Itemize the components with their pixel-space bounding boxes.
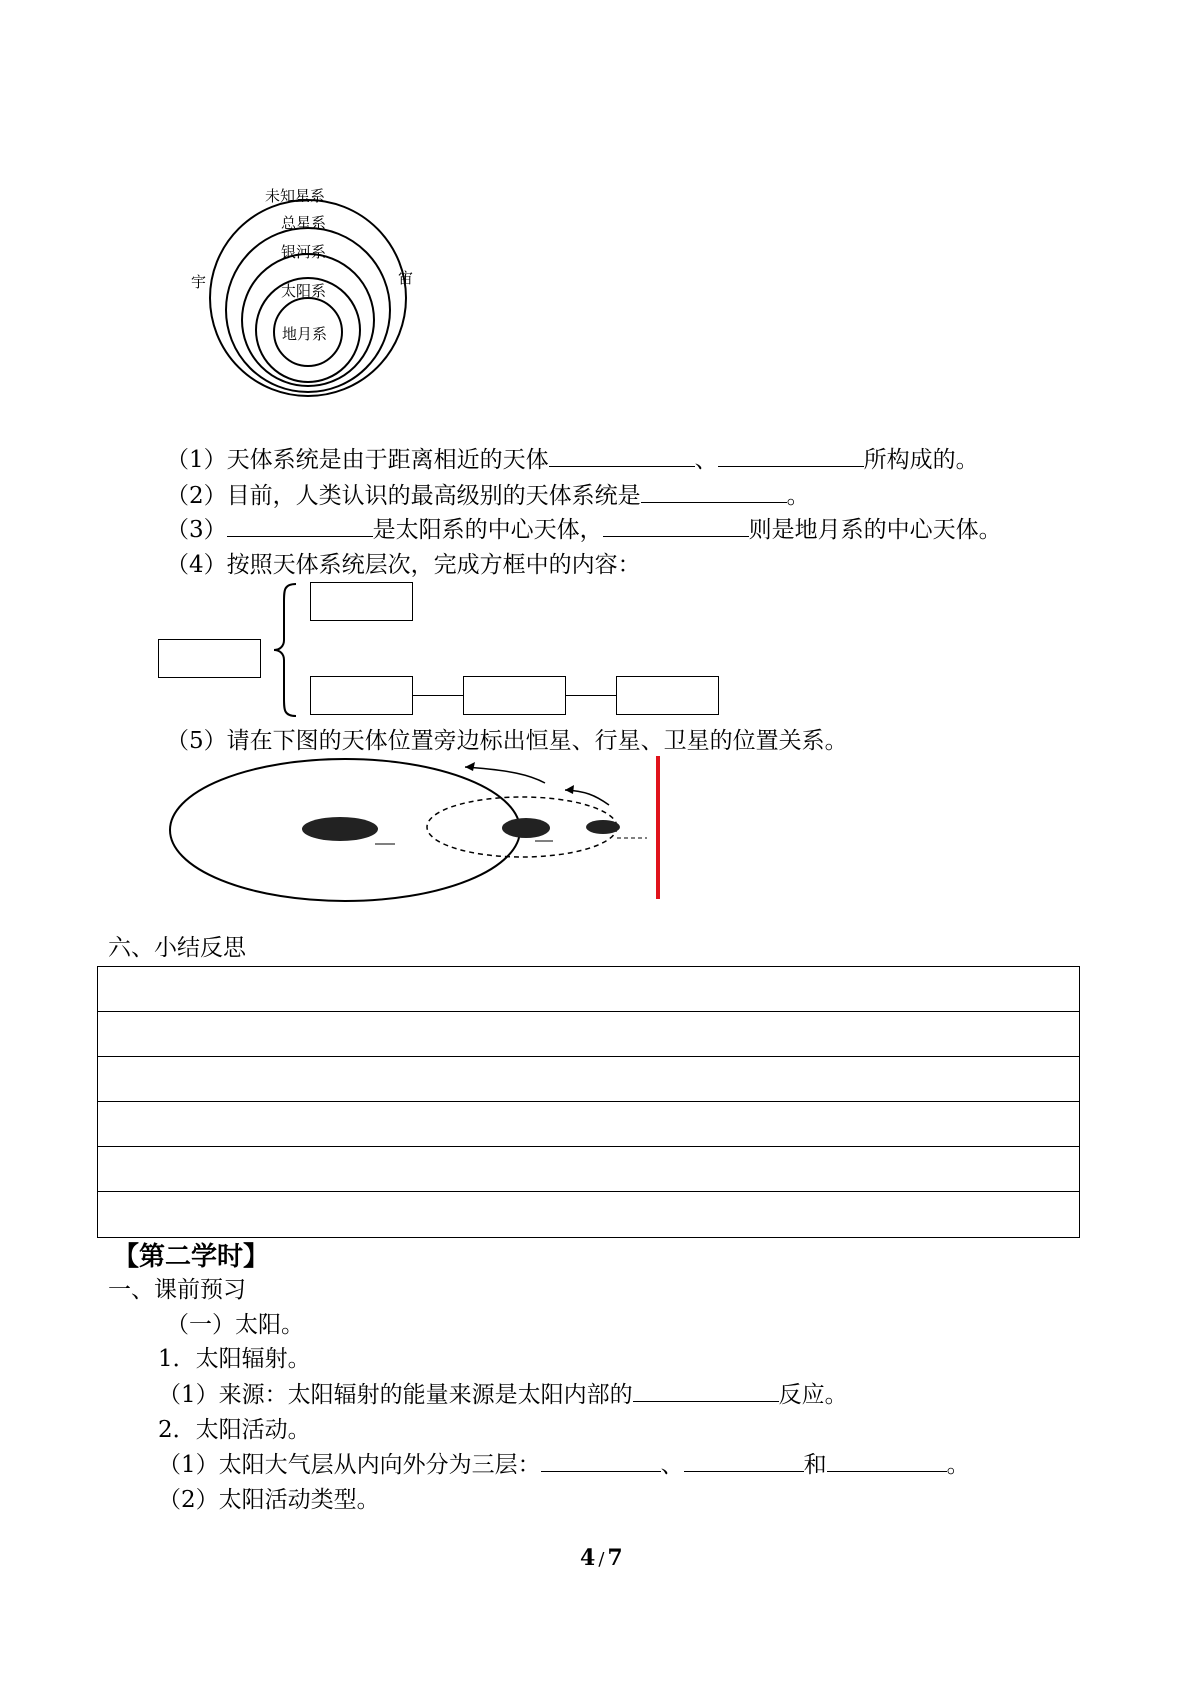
radiation-q1-prefix: （1）来源：太阳辐射的能量来源是太阳内部的: [158, 1382, 633, 1408]
red-vertical-line: [656, 756, 660, 899]
solar-radiation-heading: 1．太阳辐射。: [158, 1346, 311, 1372]
satellite-body: [586, 820, 620, 834]
radiation-question-1: [158, 1379, 848, 1411]
q1-blank-2[interactable]: [718, 444, 864, 467]
question-5: （5）请在下图的天体位置旁边标出恒星、行星、卫星的位置关系。: [166, 728, 848, 754]
activity-question-1: [158, 1449, 970, 1481]
planet-body: [502, 818, 550, 838]
label-total-galaxy: 总星系: [281, 214, 327, 232]
question-4: （4）按照天体系统层次，完成方框中的内容：: [166, 552, 641, 578]
page-slash: /: [598, 1549, 605, 1570]
sun-heading: （一）太阳。: [166, 1312, 304, 1338]
question-1: [166, 444, 979, 476]
reflection-row-divider: [98, 1011, 1079, 1012]
star-body: [302, 817, 378, 841]
label-solar-system: 太阳系: [281, 282, 327, 300]
reflection-row-divider: [98, 1101, 1079, 1102]
activity-q1-prefix: （1）太阳大气层从内向外分为三层：: [158, 1452, 541, 1478]
orbit-diagram: [165, 755, 665, 905]
q1-prefix: （1）天体系统是由于距离相近的天体: [166, 447, 549, 473]
q3-mid: 是太阳系的中心天体，: [372, 517, 603, 543]
lesson-2-title: 【第二学时】: [113, 1242, 270, 1272]
q1-suffix: 所构成的。: [863, 447, 979, 473]
hierarchy-box-bottom-3[interactable]: [616, 676, 719, 715]
q2-blank[interactable]: [641, 480, 787, 503]
q2-suffix: 。: [786, 483, 810, 509]
label-earth-moon: 地月系: [282, 325, 328, 343]
activity-q1-blank-3[interactable]: [827, 1449, 947, 1472]
solar-activity-heading: 2．太阳活动。: [158, 1417, 311, 1443]
q3-blank-1[interactable]: [227, 514, 373, 537]
label-milky-way: 银河系: [281, 243, 327, 261]
q3-prefix: （3）: [166, 517, 227, 543]
question-3: [166, 514, 1002, 546]
page-total: 7: [607, 1545, 623, 1571]
connector-1: [413, 695, 463, 696]
activity-question-2: （2）太阳活动类型。: [158, 1487, 380, 1513]
hierarchy-box-root[interactable]: [158, 639, 261, 678]
q3-suffix: 则是地月系的中心天体。: [748, 517, 1002, 543]
label-unknown-galaxy: 未知星系: [265, 187, 326, 205]
activity-q1-suffix: 。: [946, 1452, 970, 1478]
hierarchy-box-bottom-2[interactable]: [463, 676, 566, 715]
label-yu: 宇: [191, 273, 207, 291]
q1-blank-1[interactable]: [549, 444, 695, 467]
q3-blank-2[interactable]: [603, 514, 749, 537]
curly-brace: [272, 582, 298, 718]
radiation-q1-suffix: 反应。: [778, 1382, 848, 1408]
activity-q1-sep2: 和: [803, 1452, 827, 1478]
reflection-row-divider: [98, 1146, 1079, 1147]
section-6-title: 六、小结反思: [108, 935, 246, 961]
radiation-q1-blank[interactable]: [633, 1379, 779, 1402]
preview-heading: 一、课前预习: [108, 1277, 246, 1303]
question-2: [166, 480, 810, 512]
label-zhou: 宙: [398, 269, 414, 287]
page-number: [580, 1544, 623, 1574]
q2-prefix: （2）目前，人类认识的最高级别的天体系统是: [166, 483, 641, 509]
activity-q1-blank-2[interactable]: [684, 1449, 804, 1472]
page-current: 4: [580, 1545, 596, 1571]
activity-q1-sep1: 、: [660, 1452, 684, 1478]
hierarchy-box-bottom-1[interactable]: [310, 676, 413, 715]
hierarchy-box-top[interactable]: [310, 582, 413, 621]
reflection-row-divider: [98, 1191, 1079, 1192]
q1-sep: 、: [694, 447, 718, 473]
planet-orbit-arrow: [465, 767, 545, 783]
reflection-row-divider: [98, 1056, 1079, 1057]
reflection-table[interactable]: [97, 966, 1080, 1238]
connector-2: [566, 695, 616, 696]
activity-q1-blank-1[interactable]: [541, 1449, 661, 1472]
